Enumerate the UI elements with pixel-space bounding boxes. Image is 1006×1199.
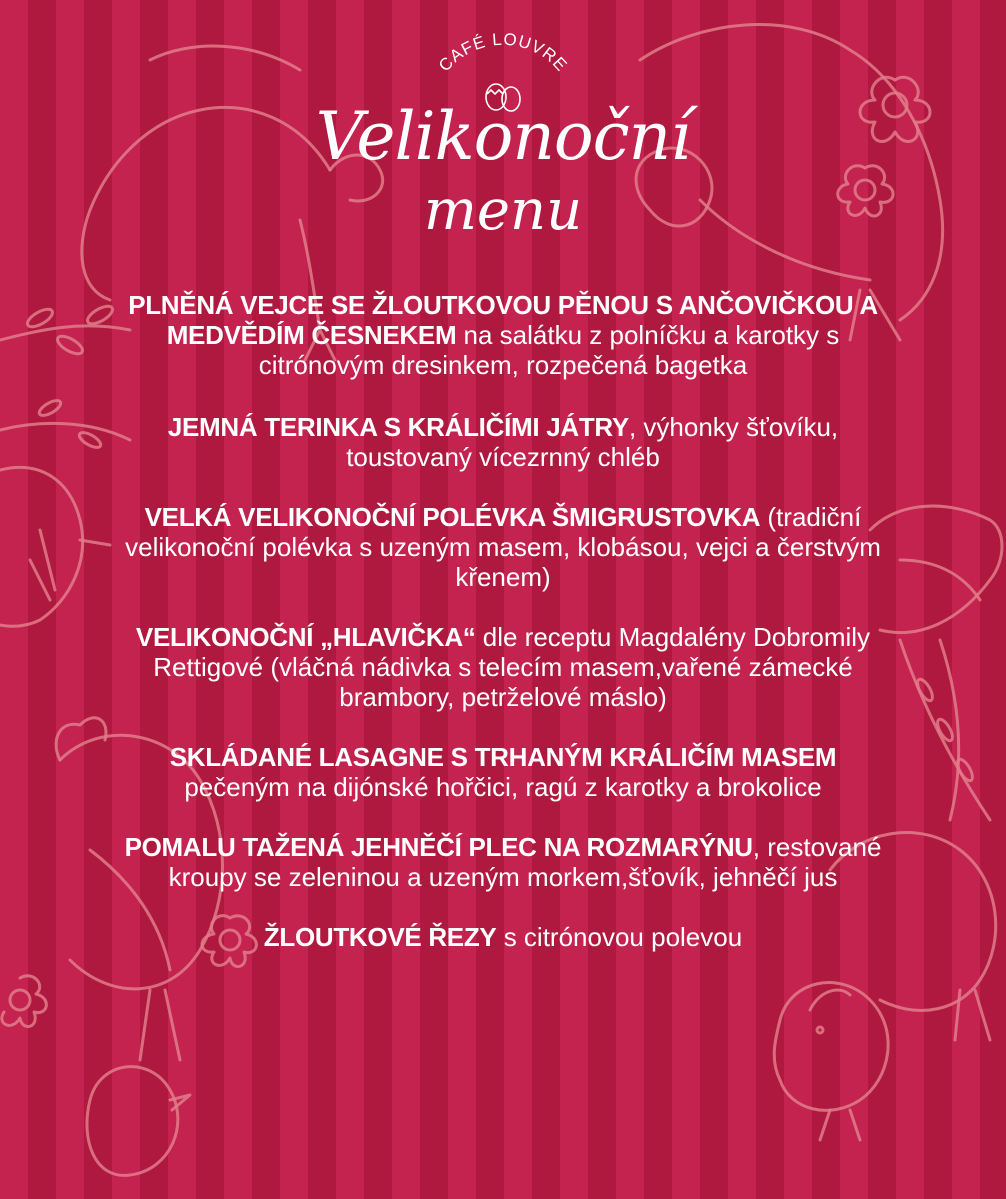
menu-item-name: JEMNÁ TERINKA S KRÁLIČÍMI JÁTRY	[167, 412, 629, 442]
branch-doodle-left	[0, 303, 130, 451]
menu-item	[118, 502, 888, 592]
menu-item-description: s citrónovou polevou	[496, 922, 743, 952]
title-menu: menu	[423, 178, 583, 243]
menu-item-description: na salátku z polníčku a karotky s citrónovým dresinkem, rozpečená bagetka	[258, 320, 840, 380]
brand-name	[435, 30, 571, 75]
chick-doodle-bottom-left	[87, 1067, 190, 1176]
chick-doodle-bottom-right	[774, 983, 888, 1140]
menu-item	[118, 922, 888, 952]
menu-item-name: PLNĚNÁ VEJCE SE ŽLOUTKOVOU PĚNOU S ANČOVIČKOU A MEDVĚDÍM ČESNEKEM	[128, 290, 878, 350]
menu-item	[118, 412, 888, 472]
menu-item	[118, 832, 888, 892]
menu-header	[0, 20, 1006, 270]
menu-item-name: ŽLOUTKOVÉ ŘEZY	[263, 922, 497, 952]
menu-item-name: SKLÁDANÉ LASAGNE S TRHANÝM KRÁLIČÍM MASEM	[169, 742, 837, 772]
menu-item-name: VELKÁ VELIKONOČNÍ POLÉVKA ŠMIGRUSTOVKA	[144, 502, 761, 532]
menu-item	[118, 622, 888, 712]
menu-item	[118, 290, 888, 380]
menu-list	[118, 290, 888, 982]
menu-item-description: , restované kroupy se zeleninou a uzeným morkem,šťovík, jehněčí jus	[168, 832, 882, 892]
title-velikonocni: Velikonoční	[315, 98, 691, 175]
hen-doodle-left-middle	[0, 467, 110, 626]
brand-name-path: CAFÉ LOUVRE	[434, 30, 572, 76]
branch-doodle-right	[900, 640, 990, 820]
menu-item	[118, 742, 888, 802]
menu-item-name: VELIKONOČNÍ „HLAVIČKA“	[135, 622, 476, 652]
menu-item-description: pečeným na dijónské hořčici, ragú z karotky a brokolice	[184, 772, 822, 802]
menu-item-description: dle receptu Magdalény Dobromily Rettigové (vláčná nádivka s telecím masem,vařené zámecké brambory, petrželové máslo)	[153, 622, 871, 712]
menu-item-name: POMALU TAŽENÁ JEHNĚČÍ PLEC NA ROZMARÝNU	[124, 832, 753, 862]
hen-doodle-right-middle	[870, 506, 1002, 820]
menu-item-description: (tradiční velikonoční polévka s uzeným masem, klobásou, vejci a čerstvým křenem)	[125, 502, 881, 592]
menu-item-description: , výhonky šťovíku, toustovaný vícezrnný chléb	[346, 412, 839, 472]
